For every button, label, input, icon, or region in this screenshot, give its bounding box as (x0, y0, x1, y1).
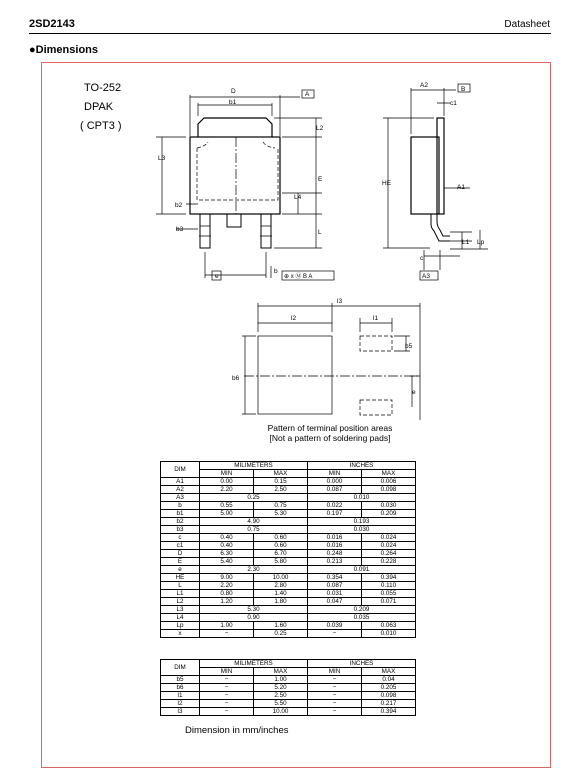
cell-mm-nom: 0.25 (200, 494, 308, 502)
cell-mm-min: − (200, 708, 254, 716)
cell-in-min: 0.016 (308, 542, 362, 550)
label-B-box: B (461, 86, 466, 93)
cell-mm-min: 0.00 (200, 478, 254, 486)
cell-mm-max: 0.25 (254, 630, 308, 638)
table-row (161, 684, 416, 692)
label-b: b (274, 268, 278, 275)
package-alias: DPAK (84, 101, 114, 113)
table-row (161, 676, 416, 684)
cell-dim: A3 (161, 494, 200, 502)
cell-dim: l1 (161, 692, 200, 700)
table2-header-row (161, 660, 416, 668)
cell-in-min: 0.087 (308, 582, 362, 590)
cell-dim: b2 (161, 518, 200, 526)
cell-mm-nom: 5.30 (200, 606, 308, 614)
cell-in-max: 0.024 (362, 542, 416, 550)
cell-mm-min: − (200, 630, 254, 638)
cell-dim: L1 (161, 590, 200, 598)
table1-header-in-min: MIN (308, 470, 362, 478)
cell-in-min: − (308, 692, 362, 700)
cell-dim: L4 (161, 614, 200, 622)
cell-in-min: 0.354 (308, 574, 362, 582)
cell-in-max: 0.04 (362, 676, 416, 684)
cell-mm-max: 1.80 (254, 598, 308, 606)
label-HE: HE (382, 180, 392, 187)
cell-in-max: 0.394 (362, 574, 416, 582)
cell-in-max: 0.205 (362, 684, 416, 692)
table1-body (161, 478, 416, 638)
cell-dim: E (161, 558, 200, 566)
cell-in-min: 0.039 (308, 622, 362, 630)
cell-mm-min: − (200, 676, 254, 684)
table-row (161, 630, 416, 638)
side-view-labels (382, 82, 485, 280)
label-L4: L4 (294, 194, 302, 201)
cell-mm-max: 5.50 (254, 700, 308, 708)
cell-mm-min: 9.00 (200, 574, 254, 582)
table-row (161, 534, 416, 542)
cell-dim: b5 (161, 676, 200, 684)
table1-header-dim: DIM (161, 462, 200, 478)
cell-mm-max: 0.75 (254, 502, 308, 510)
table1-header-mm: MILIMETERS (200, 462, 308, 470)
table-row (161, 494, 416, 502)
top-view-labels (158, 88, 324, 280)
table-row (161, 486, 416, 494)
cell-in-nom: 0.091 (308, 566, 416, 574)
cell-mm-min: 5.00 (200, 510, 254, 518)
label-A-box: A (305, 91, 310, 98)
pattern-labels (232, 298, 416, 396)
table-row (161, 526, 416, 534)
cell-dim: HE (161, 574, 200, 582)
cell-in-max: 0.030 (362, 502, 416, 510)
table-row (161, 606, 416, 614)
package-code: ( CPT3 ) (80, 120, 122, 132)
cell-in-max: 0.071 (362, 598, 416, 606)
cell-in-nom: 0.030 (308, 526, 416, 534)
cell-mm-max: 6.70 (254, 550, 308, 558)
dimension-table-1 (160, 461, 416, 638)
cell-in-max: 0.110 (362, 582, 416, 590)
cell-mm-min: 2.20 (200, 582, 254, 590)
cell-mm-nom: 0.75 (200, 526, 308, 534)
cell-mm-min: 0.40 (200, 534, 254, 542)
table-row (161, 590, 416, 598)
doc-type: Datasheet (504, 19, 550, 30)
cell-mm-max: 10.00 (254, 574, 308, 582)
table-row (161, 558, 416, 566)
cell-mm-min: 1.00 (200, 622, 254, 630)
cell-mm-nom: 2.30 (200, 566, 308, 574)
cell-in-max: 0.098 (362, 486, 416, 494)
cell-in-min: − (308, 630, 362, 638)
cell-mm-min: 2.20 (200, 486, 254, 494)
cell-dim: b6 (161, 684, 200, 692)
label-l1: l1 (373, 315, 379, 322)
cell-mm-max: 1.00 (254, 676, 308, 684)
label-e: e (215, 273, 219, 280)
cell-in-max: 0.006 (362, 478, 416, 486)
table-row (161, 598, 416, 606)
label-E: E (318, 176, 323, 183)
cell-in-min: 0.197 (308, 510, 362, 518)
cell-in-max: 0.264 (362, 550, 416, 558)
cell-mm-max: 10.00 (254, 708, 308, 716)
cell-mm-max: 5.30 (254, 510, 308, 518)
cell-in-min: 0.016 (308, 534, 362, 542)
table2-subheader-row (161, 668, 416, 676)
table-row (161, 566, 416, 574)
cell-mm-nom: 0.90 (200, 614, 308, 622)
label-A3: A3 (422, 273, 430, 280)
cell-mm-max: 2.50 (254, 692, 308, 700)
table2-header-in: INCHES (308, 660, 416, 668)
cell-mm-min: − (200, 684, 254, 692)
label-b6: b6 (232, 375, 240, 382)
cell-mm-min: 0.80 (200, 590, 254, 598)
cell-dim: c1 (161, 542, 200, 550)
cell-mm-max: 1.40 (254, 590, 308, 598)
cell-dim: A1 (161, 478, 200, 486)
table1-header-row (161, 462, 416, 470)
cell-mm-max: 5.20 (254, 684, 308, 692)
label-L1: L1 (462, 239, 470, 246)
cell-in-nom: 0.209 (308, 606, 416, 614)
pattern-caption-line1: Pattern of terminal position areas (267, 423, 393, 433)
label-b5: b5 (405, 343, 413, 350)
cell-mm-min: − (200, 692, 254, 700)
cell-mm-max: 0.60 (254, 542, 308, 550)
side-view-drawing (383, 84, 488, 280)
label-Lp: Lp (477, 239, 485, 246)
cell-mm-min: 5.40 (200, 558, 254, 566)
cell-in-min: 0.213 (308, 558, 362, 566)
cell-in-min: 0.000 (308, 478, 362, 486)
label-c: c (420, 255, 424, 262)
cell-mm-max: 2.50 (254, 486, 308, 494)
cell-dim: Lp (161, 622, 200, 630)
table1-header-mm-min: MIN (200, 470, 254, 478)
cell-in-max: 0.063 (362, 622, 416, 630)
label-D: D (231, 88, 236, 95)
table2-header-in-min: MIN (308, 668, 362, 676)
label-l2: l2 (291, 315, 297, 322)
section-title-text: Dimensions (35, 44, 99, 56)
pattern-caption-line2: [Not a pattern of soldering pads] (269, 433, 391, 443)
cell-in-nom: 0.035 (308, 614, 416, 622)
table-row (161, 614, 416, 622)
cell-dim: l3 (161, 708, 200, 716)
cell-in-min: − (308, 676, 362, 684)
table1-header-in-max: MAX (362, 470, 416, 478)
cell-in-min: 0.248 (308, 550, 362, 558)
cell-dim: b1 (161, 510, 200, 518)
cell-in-min: 0.047 (308, 598, 362, 606)
cell-mm-nom: 4.90 (200, 518, 308, 526)
cell-in-max: 0.055 (362, 590, 416, 598)
cell-mm-max: 5.80 (254, 558, 308, 566)
table-row (161, 692, 416, 700)
cell-in-max: 0.228 (362, 558, 416, 566)
table2-body (161, 676, 416, 716)
label-L3: L3 (158, 155, 166, 162)
cell-dim: A2 (161, 486, 200, 494)
cell-in-min: 0.087 (308, 486, 362, 494)
cell-in-min: − (308, 684, 362, 692)
table-row (161, 478, 416, 486)
table1-header-mm-max: MAX (254, 470, 308, 478)
label-b2: b2 (175, 202, 183, 209)
footer-caption: Dimension in mm/inches (185, 725, 289, 736)
table-row (161, 708, 416, 716)
cell-mm-max: 1.60 (254, 622, 308, 630)
table2-header-mm-min: MIN (200, 668, 254, 676)
cell-dim: b3 (161, 526, 200, 534)
cell-dim: L3 (161, 606, 200, 614)
cell-in-max: 0.209 (362, 510, 416, 518)
label-l3: l3 (337, 298, 343, 305)
table-row (161, 622, 416, 630)
cell-dim: l2 (161, 700, 200, 708)
pattern-drawing (242, 303, 420, 420)
cell-dim: b (161, 502, 200, 510)
cell-mm-min: 6.30 (200, 550, 254, 558)
cell-mm-min: − (200, 700, 254, 708)
cell-in-max: 0.217 (362, 700, 416, 708)
cell-in-min: − (308, 700, 362, 708)
table2-header-mm-max: MAX (254, 668, 308, 676)
label-L2: L2 (316, 125, 324, 132)
table-row (161, 502, 416, 510)
cell-mm-max: 0.60 (254, 534, 308, 542)
table1-subheader-row (161, 470, 416, 478)
label-L: L (318, 229, 322, 236)
package-name: TO-252 (84, 82, 122, 94)
top-view-drawing (156, 90, 334, 280)
table-row (161, 574, 416, 582)
cell-dim: D (161, 550, 200, 558)
dimension-table-2 (160, 659, 416, 716)
label-c1: c1 (450, 100, 457, 107)
label-tolerance: ⊕ x Ⓜ B A (284, 274, 313, 280)
table1-header-in: INCHES (308, 462, 416, 470)
label-b3: b3 (176, 226, 184, 233)
cell-dim: L (161, 582, 200, 590)
table2-header-in-max: MAX (362, 668, 416, 676)
cell-in-max: 0.394 (362, 708, 416, 716)
cell-mm-max: 2.80 (254, 582, 308, 590)
cell-in-max: 0.098 (362, 692, 416, 700)
cell-dim: c (161, 534, 200, 542)
cell-mm-min: 0.55 (200, 502, 254, 510)
table-row (161, 542, 416, 550)
table-row (161, 582, 416, 590)
cell-mm-max: 0.15 (254, 478, 308, 486)
label-A2: A2 (420, 82, 428, 89)
table-row (161, 518, 416, 526)
cell-mm-min: 0.40 (200, 542, 254, 550)
bullet: ● (29, 44, 36, 56)
table-row (161, 510, 416, 518)
table2-header-dim: DIM (161, 660, 200, 676)
cell-dim: e (161, 566, 200, 574)
cell-in-nom: 0.193 (308, 518, 416, 526)
table-row (161, 700, 416, 708)
cell-mm-min: 1.20 (200, 598, 254, 606)
part-number: 2SD2143 (29, 18, 75, 30)
cell-in-min: 0.022 (308, 502, 362, 510)
cell-in-max: 0.010 (362, 630, 416, 638)
cell-in-min: − (308, 708, 362, 716)
table2-header-mm: MILIMETERS (200, 660, 308, 668)
cell-dim: x (161, 630, 200, 638)
cell-in-nom: 0.010 (308, 494, 416, 502)
label-e2: e (412, 389, 416, 396)
cell-dim: L2 (161, 598, 200, 606)
table-row (161, 550, 416, 558)
cell-in-min: 0.031 (308, 590, 362, 598)
label-b1: b1 (229, 99, 237, 106)
label-A1: A1 (457, 184, 465, 191)
cell-in-max: 0.024 (362, 534, 416, 542)
